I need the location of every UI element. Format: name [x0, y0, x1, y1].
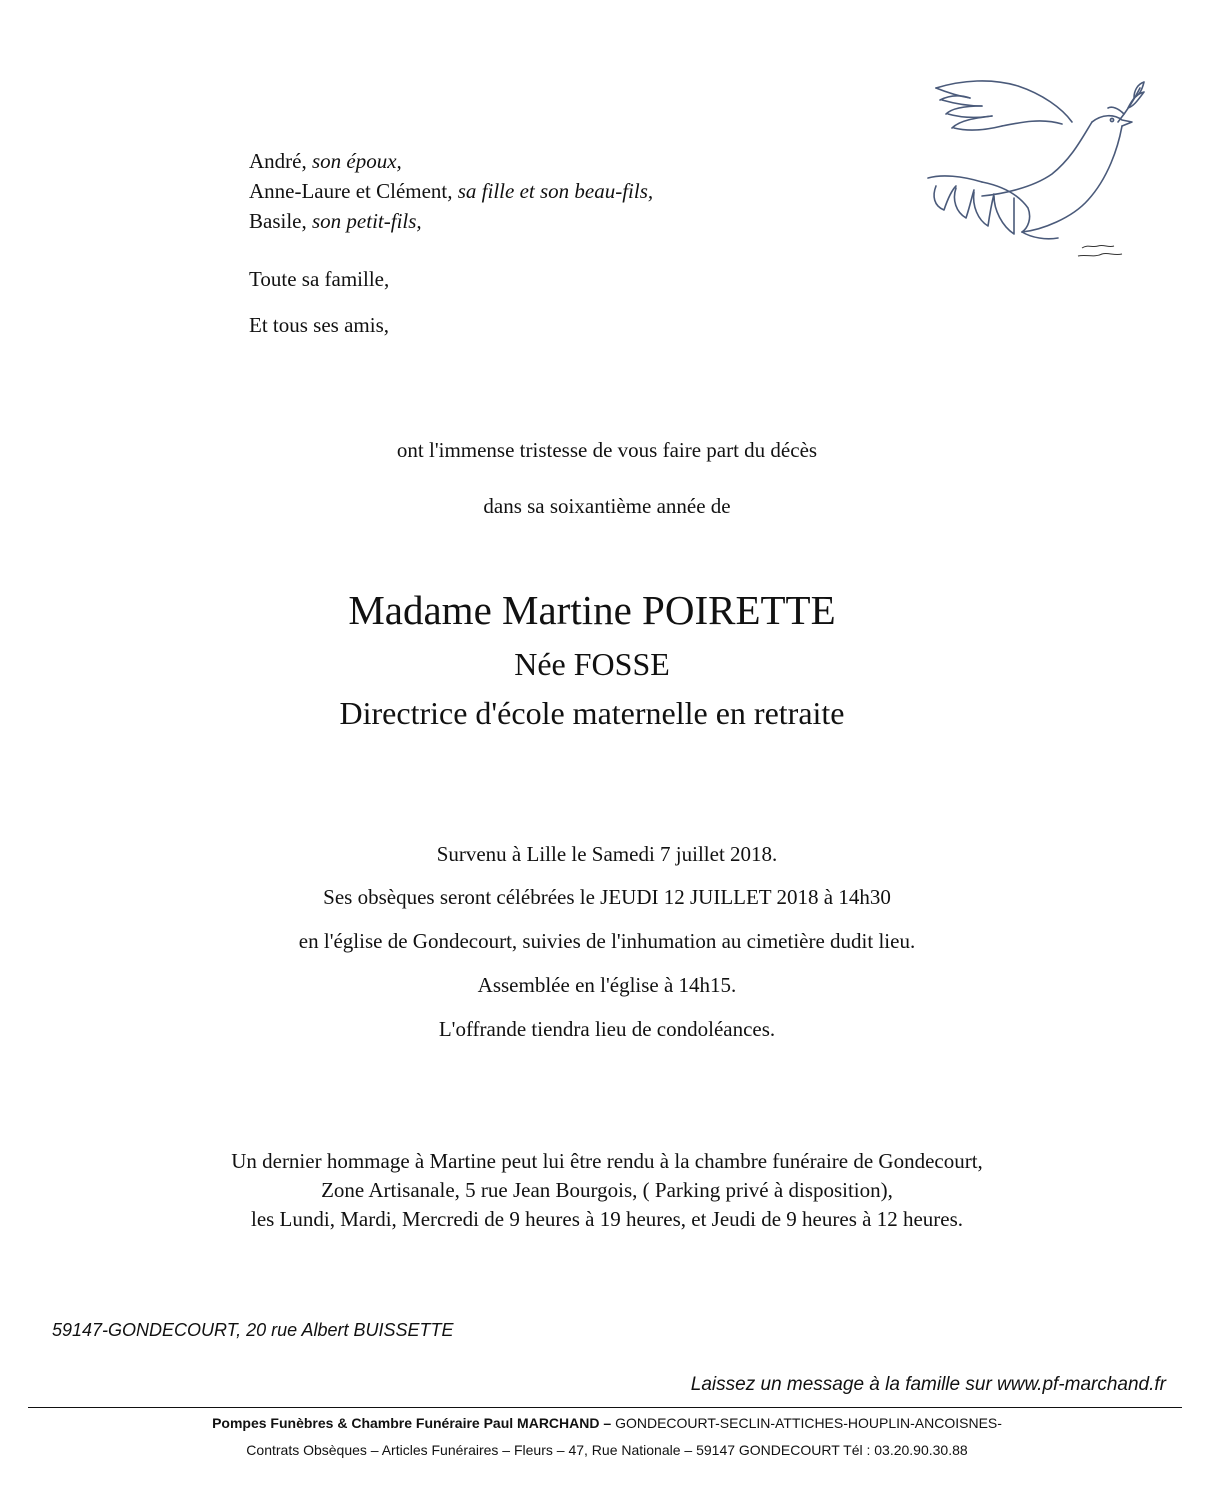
deceased-title: Directrice d'école maternelle en retraite: [339, 695, 845, 731]
dove-with-olive-branch-icon: [922, 78, 1162, 268]
hommage-line-2: Zone Artisanale, 5 rue Jean Bourgois, ( Parking privé à disposition),: [321, 1178, 893, 1202]
detail-offrande: L'offrande tiendra lieu de condoléances.: [438, 1017, 776, 1041]
family-line-petit-fils: [249, 206, 422, 236]
family-line-epoux: [249, 146, 402, 176]
family-member-role: son petit-fils,: [312, 209, 422, 233]
et-tous-ses-amis: Et tous ses amis,: [249, 313, 389, 337]
deceased-name: Madame Martine POIRETTE: [348, 587, 836, 633]
hommage-line-3: les Lundi, Mardi, Mercredi de 9 heures à 19 heures, et Jeudi de 9 heures à 12 heures.: [250, 1207, 963, 1231]
announcement-line-1: ont l'immense tristesse de vous faire part du décès: [396, 438, 818, 462]
family-line-fille: [249, 176, 653, 206]
family-member-role: son époux,: [311, 149, 402, 173]
family-member-name: Anne-Laure et Clément: [249, 179, 448, 203]
toute-sa-famille: Toute sa famille,: [249, 267, 390, 291]
detail-assemblee: Assemblée en l'église à 14h15.: [477, 973, 737, 997]
hommage-line-1: Un dernier hommage à Martine peut lui être rendu à la chambre funéraire de Gondecourt,: [231, 1149, 983, 1173]
footer-line-1: [0, 1415, 1214, 1431]
family-address: 59147-GONDECOURT, 20 rue Albert BUISSETTE: [52, 1320, 454, 1340]
family-member-name: Basile,: [249, 209, 312, 233]
deceased-maiden-name: Née FOSSE: [514, 646, 670, 682]
website-message: Laissez un message à la famille sur www.pf-marchand.fr: [690, 1374, 1166, 1395]
detail-survenu: Survenu à Lille le Samedi 7 juillet 2018.: [436, 842, 778, 866]
footer-company: Pompes Funèbres & Chambre Funéraire Paul MARCHAND –: [212, 1415, 612, 1431]
family-member-role: , sa fille et son beau-fils,: [447, 179, 654, 203]
footer-divider: [28, 1407, 1182, 1408]
family-member-name: André,: [249, 149, 312, 173]
detail-eglise: en l'église de Gondecourt, suivies de l'inhumation au cimetière dudit lieu.: [298, 929, 916, 953]
announcement-line-2: dans sa soixantième année de: [483, 494, 731, 518]
detail-obseques: Ses obsèques seront célébrées le JEUDI 12 JUILLET 2018 à 14h30: [323, 885, 891, 909]
footer-line-2: Contrats Obsèques – Articles Funéraires – Fleurs – 47, Rue Nationale – 59147 GONDECOURT Tél : 03.20.90.30.88: [246, 1442, 968, 1458]
footer-towns: GONDECOURT-SECLIN-ATTICHES-HOUPLIN-ANCOISNES-: [615, 1415, 1002, 1431]
